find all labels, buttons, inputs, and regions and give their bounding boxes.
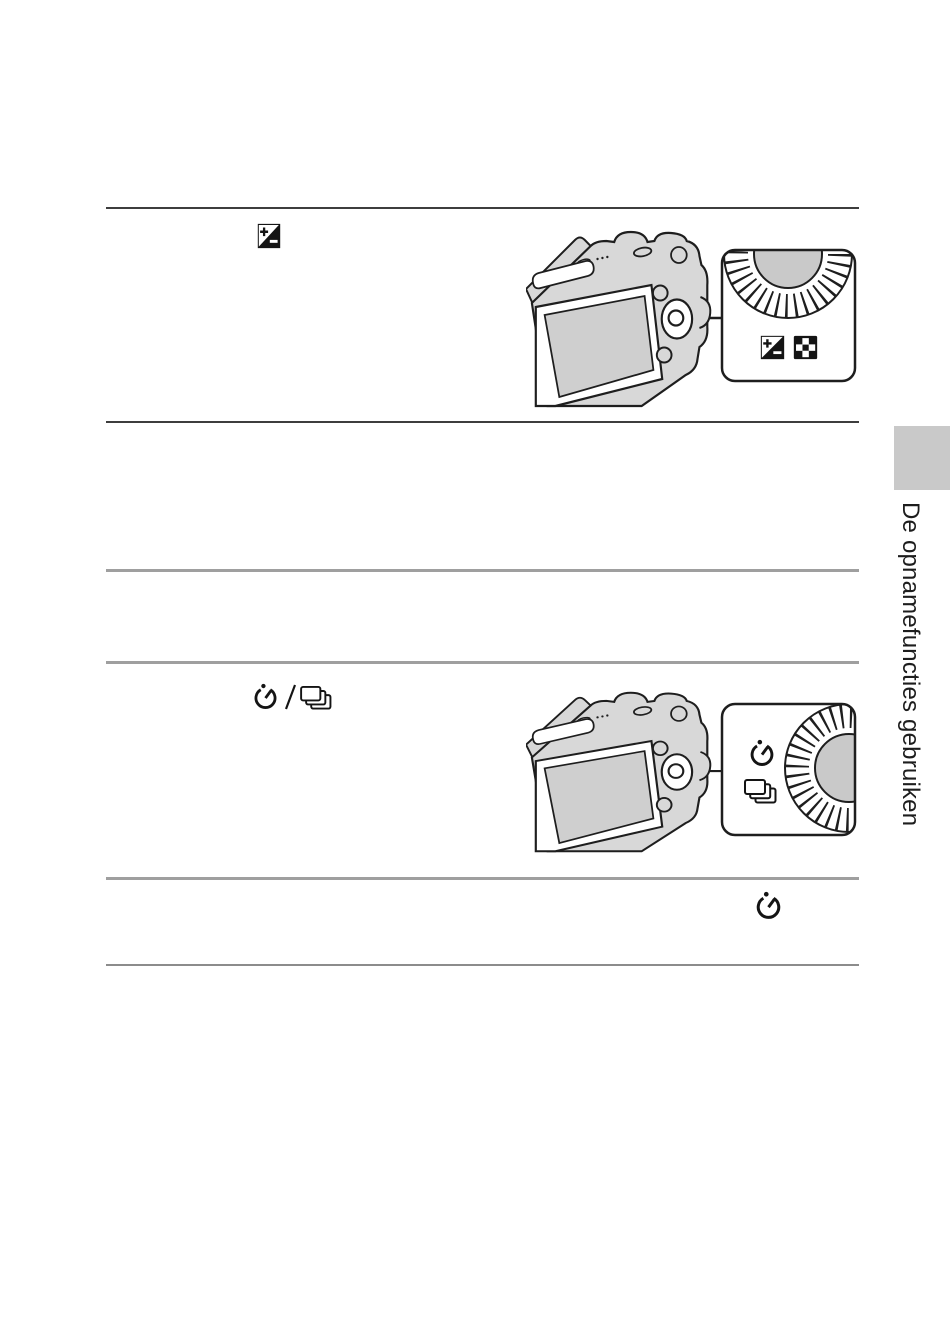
- camera-illustration-bottom: [526, 690, 722, 854]
- camera-illustration-top: [526, 229, 722, 409]
- callout-box-drive-mode: [720, 702, 857, 837]
- callout-box-exposure: [720, 248, 857, 383]
- slash-separator: [286, 685, 295, 709]
- section-divider-5: [106, 877, 859, 880]
- exposure-compensation-icon: [761, 336, 784, 359]
- section-divider-4: [106, 661, 859, 664]
- chapter-title-vertical: De opnamefuncties gebruiken: [897, 502, 924, 827]
- exposure-compensation-icon: [257, 223, 281, 249]
- burst-icon: [745, 780, 776, 803]
- self-timer-icon: [256, 684, 275, 708]
- section-divider-3: [106, 569, 859, 572]
- drive-mode-icons: [252, 682, 334, 712]
- self-timer-icon: [754, 891, 783, 920]
- burst-icon: [301, 687, 330, 709]
- section-divider-2: [106, 421, 859, 423]
- section-divider-6: [106, 964, 859, 966]
- chapter-tab: [894, 426, 950, 490]
- control-wheel: [785, 704, 857, 832]
- section-divider-1: [106, 207, 859, 209]
- index-icon: [794, 336, 817, 359]
- self-timer-icon: [752, 740, 772, 765]
- control-wheel: [724, 248, 852, 318]
